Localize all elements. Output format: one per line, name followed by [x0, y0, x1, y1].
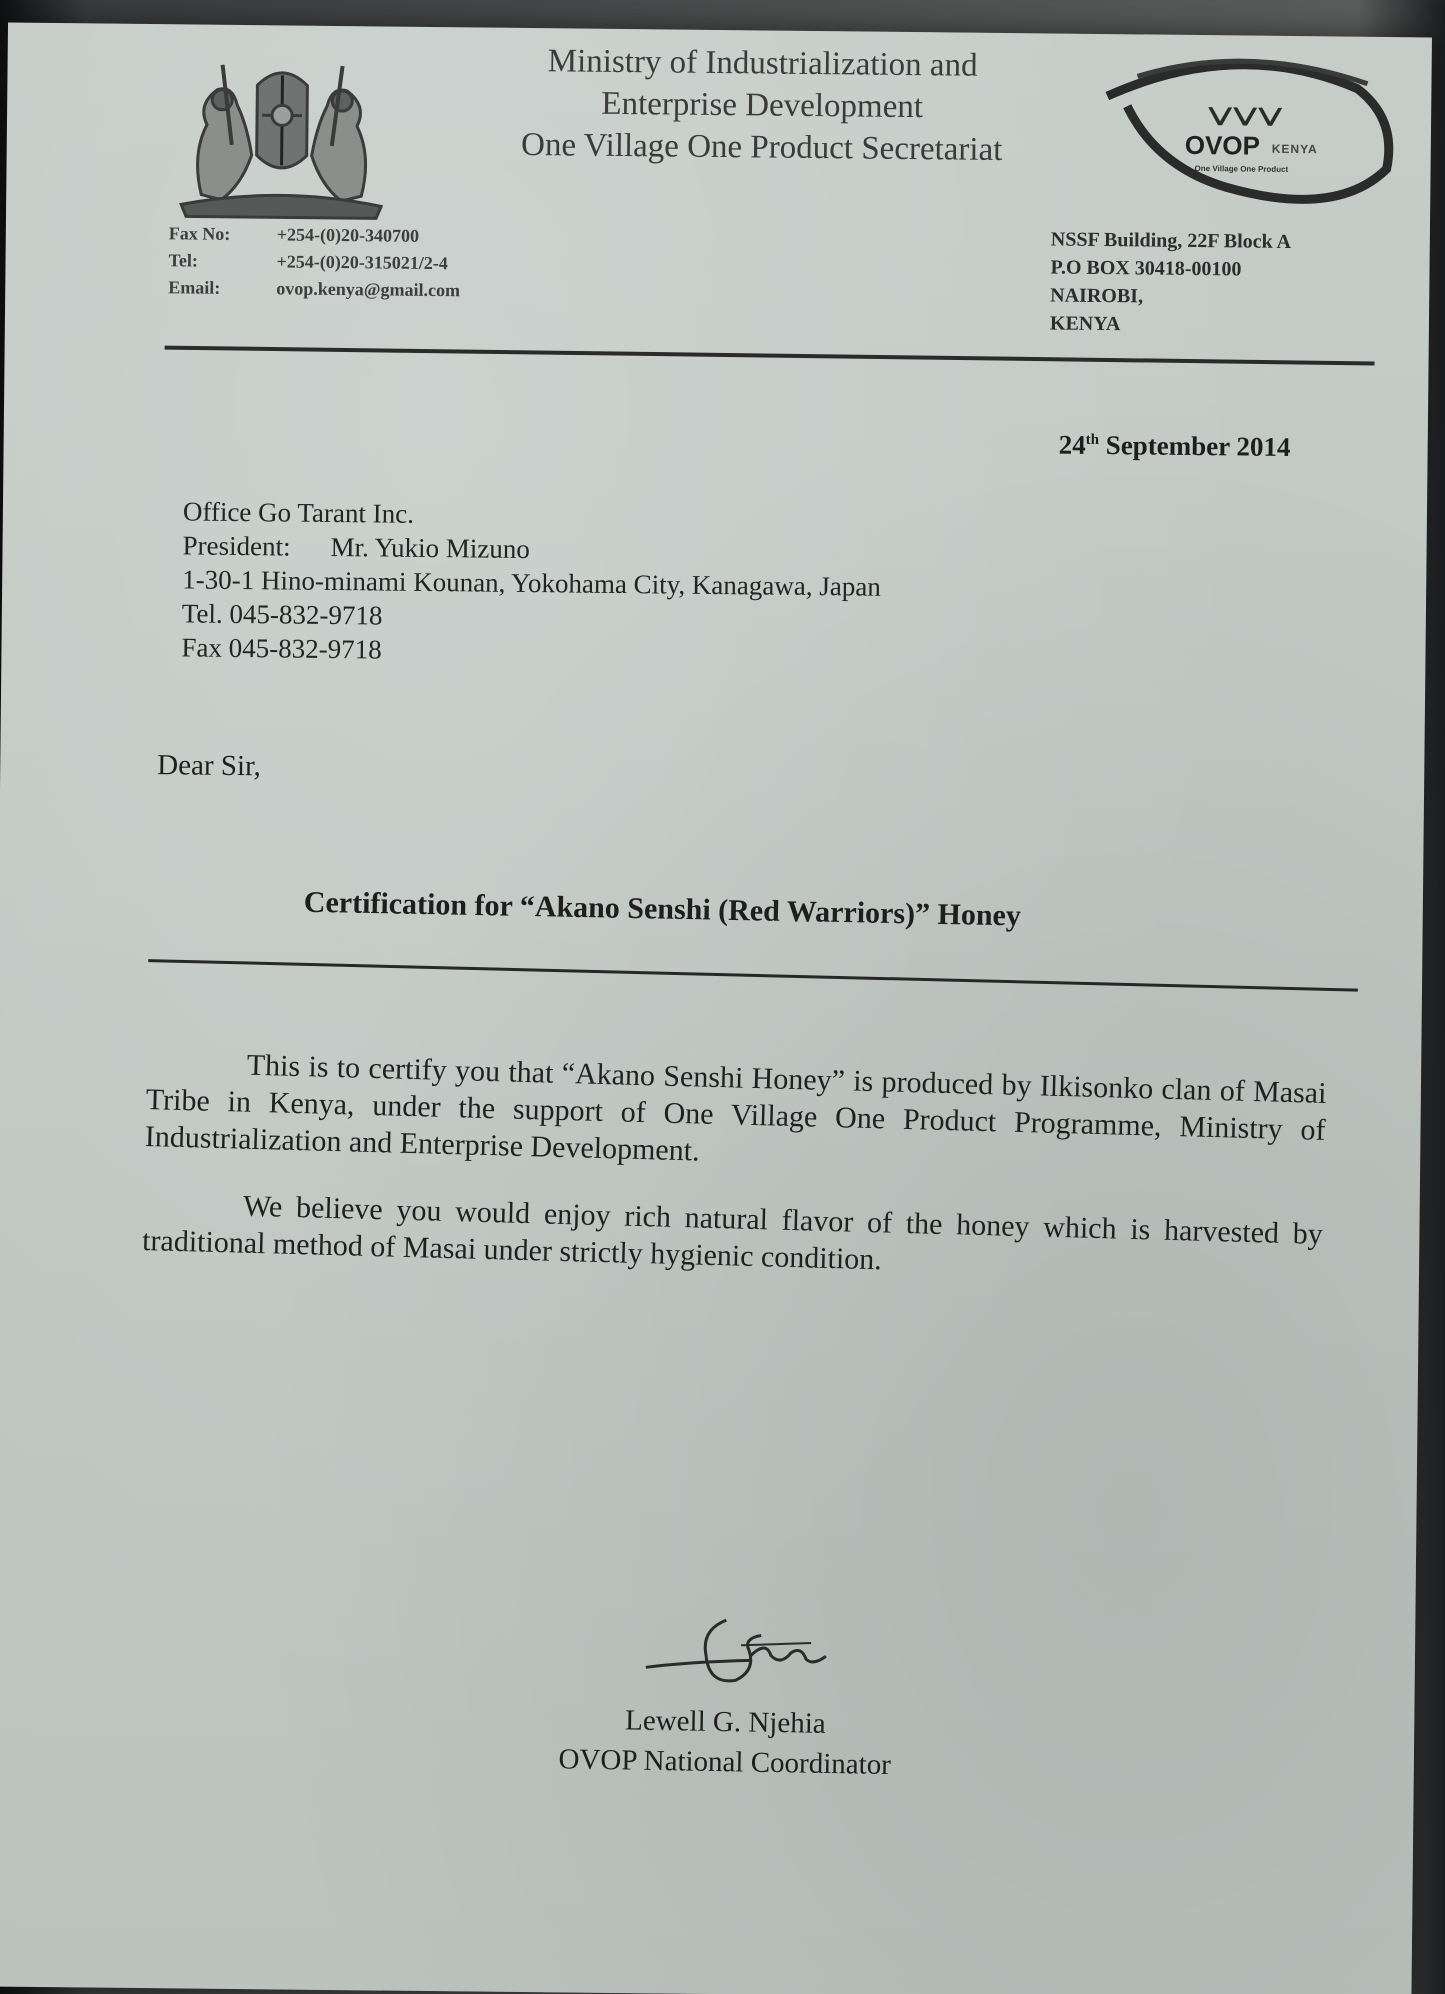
- recipient-fax: Fax 045-832-9718: [181, 632, 382, 665]
- recipient-address: 1-30-1 Hino-minami Kounan, Yokohama City, Kanagawa, Japan: [182, 564, 881, 602]
- signatory-title: OVOP National Coordinator: [558, 1743, 892, 1782]
- address-line: NAIROBI,: [1050, 284, 1144, 308]
- letter-date: 24th September 2014: [1058, 429, 1291, 462]
- ministry-title: [437, 39, 1088, 172]
- recipient-tel: Tel. 045-832-9718: [181, 598, 383, 631]
- recipient-company: Office Go Tarant Inc.: [182, 496, 415, 529]
- ovop-logo-suffix: KENYA: [1271, 141, 1318, 157]
- ministry-line-2: Enterprise Development: [601, 85, 924, 126]
- body-paragraph: This is to certify you that “Akano Senshi Honey” is produced by Ilkisonko clan of Masai Tribe in Kenya, under the support of One Village One Product Programme, Ministry of Industrialization and Enterprise Development.: [144, 1048, 1327, 1168]
- header-divider: [165, 346, 1375, 366]
- secretariat-address: [1050, 225, 1291, 340]
- contact-row-email: Email: ovop.kenya@gmail.com: [168, 277, 461, 301]
- kenya-coat-of-arms-icon: [161, 44, 403, 222]
- address-line: KENYA: [1049, 312, 1121, 336]
- subject-divider: [148, 959, 1358, 992]
- signatory-block: [489, 1698, 960, 1786]
- ovop-kenya-logo: [1096, 46, 1418, 219]
- ovop-logo-name: OVOP: [1184, 129, 1261, 161]
- subject-line: Certification for “Akano Senshi (Red Warriors)” Honey: [303, 885, 1022, 933]
- contact-row-fax: Fax No: +254-(0)20-340700: [168, 223, 420, 246]
- body-paragraph: We believe you would enjoy rich natural flavor of the honey which is harvested by traditional method of Masai under strictly hygienic condition.: [141, 1189, 1324, 1277]
- letter-body: [141, 1044, 1327, 1320]
- signatory-name: Lewell G. Njehia: [624, 1704, 826, 1740]
- contact-row-tel: Tel: +254-(0)20-315021/2-4: [168, 250, 448, 274]
- ministry-line-1: Ministry of Industrialization and: [547, 43, 978, 84]
- ministry-line-3: One Village One Product Secretariat: [520, 126, 1003, 168]
- recipient-block: [181, 494, 881, 671]
- salutation: Dear Sir,: [157, 749, 261, 783]
- address-line: NSSF Building, 22F Block A: [1050, 228, 1292, 253]
- ovop-logo-tagline: One Village One Product: [1194, 163, 1289, 174]
- contact-details: [168, 220, 461, 304]
- address-line: P.O BOX 30418-00100: [1050, 256, 1242, 281]
- letter-page: [0, 23, 1432, 1994]
- handwritten-signature: [631, 1609, 852, 1701]
- recipient-president: President: Mr. Yukio Mizuno: [182, 530, 530, 565]
